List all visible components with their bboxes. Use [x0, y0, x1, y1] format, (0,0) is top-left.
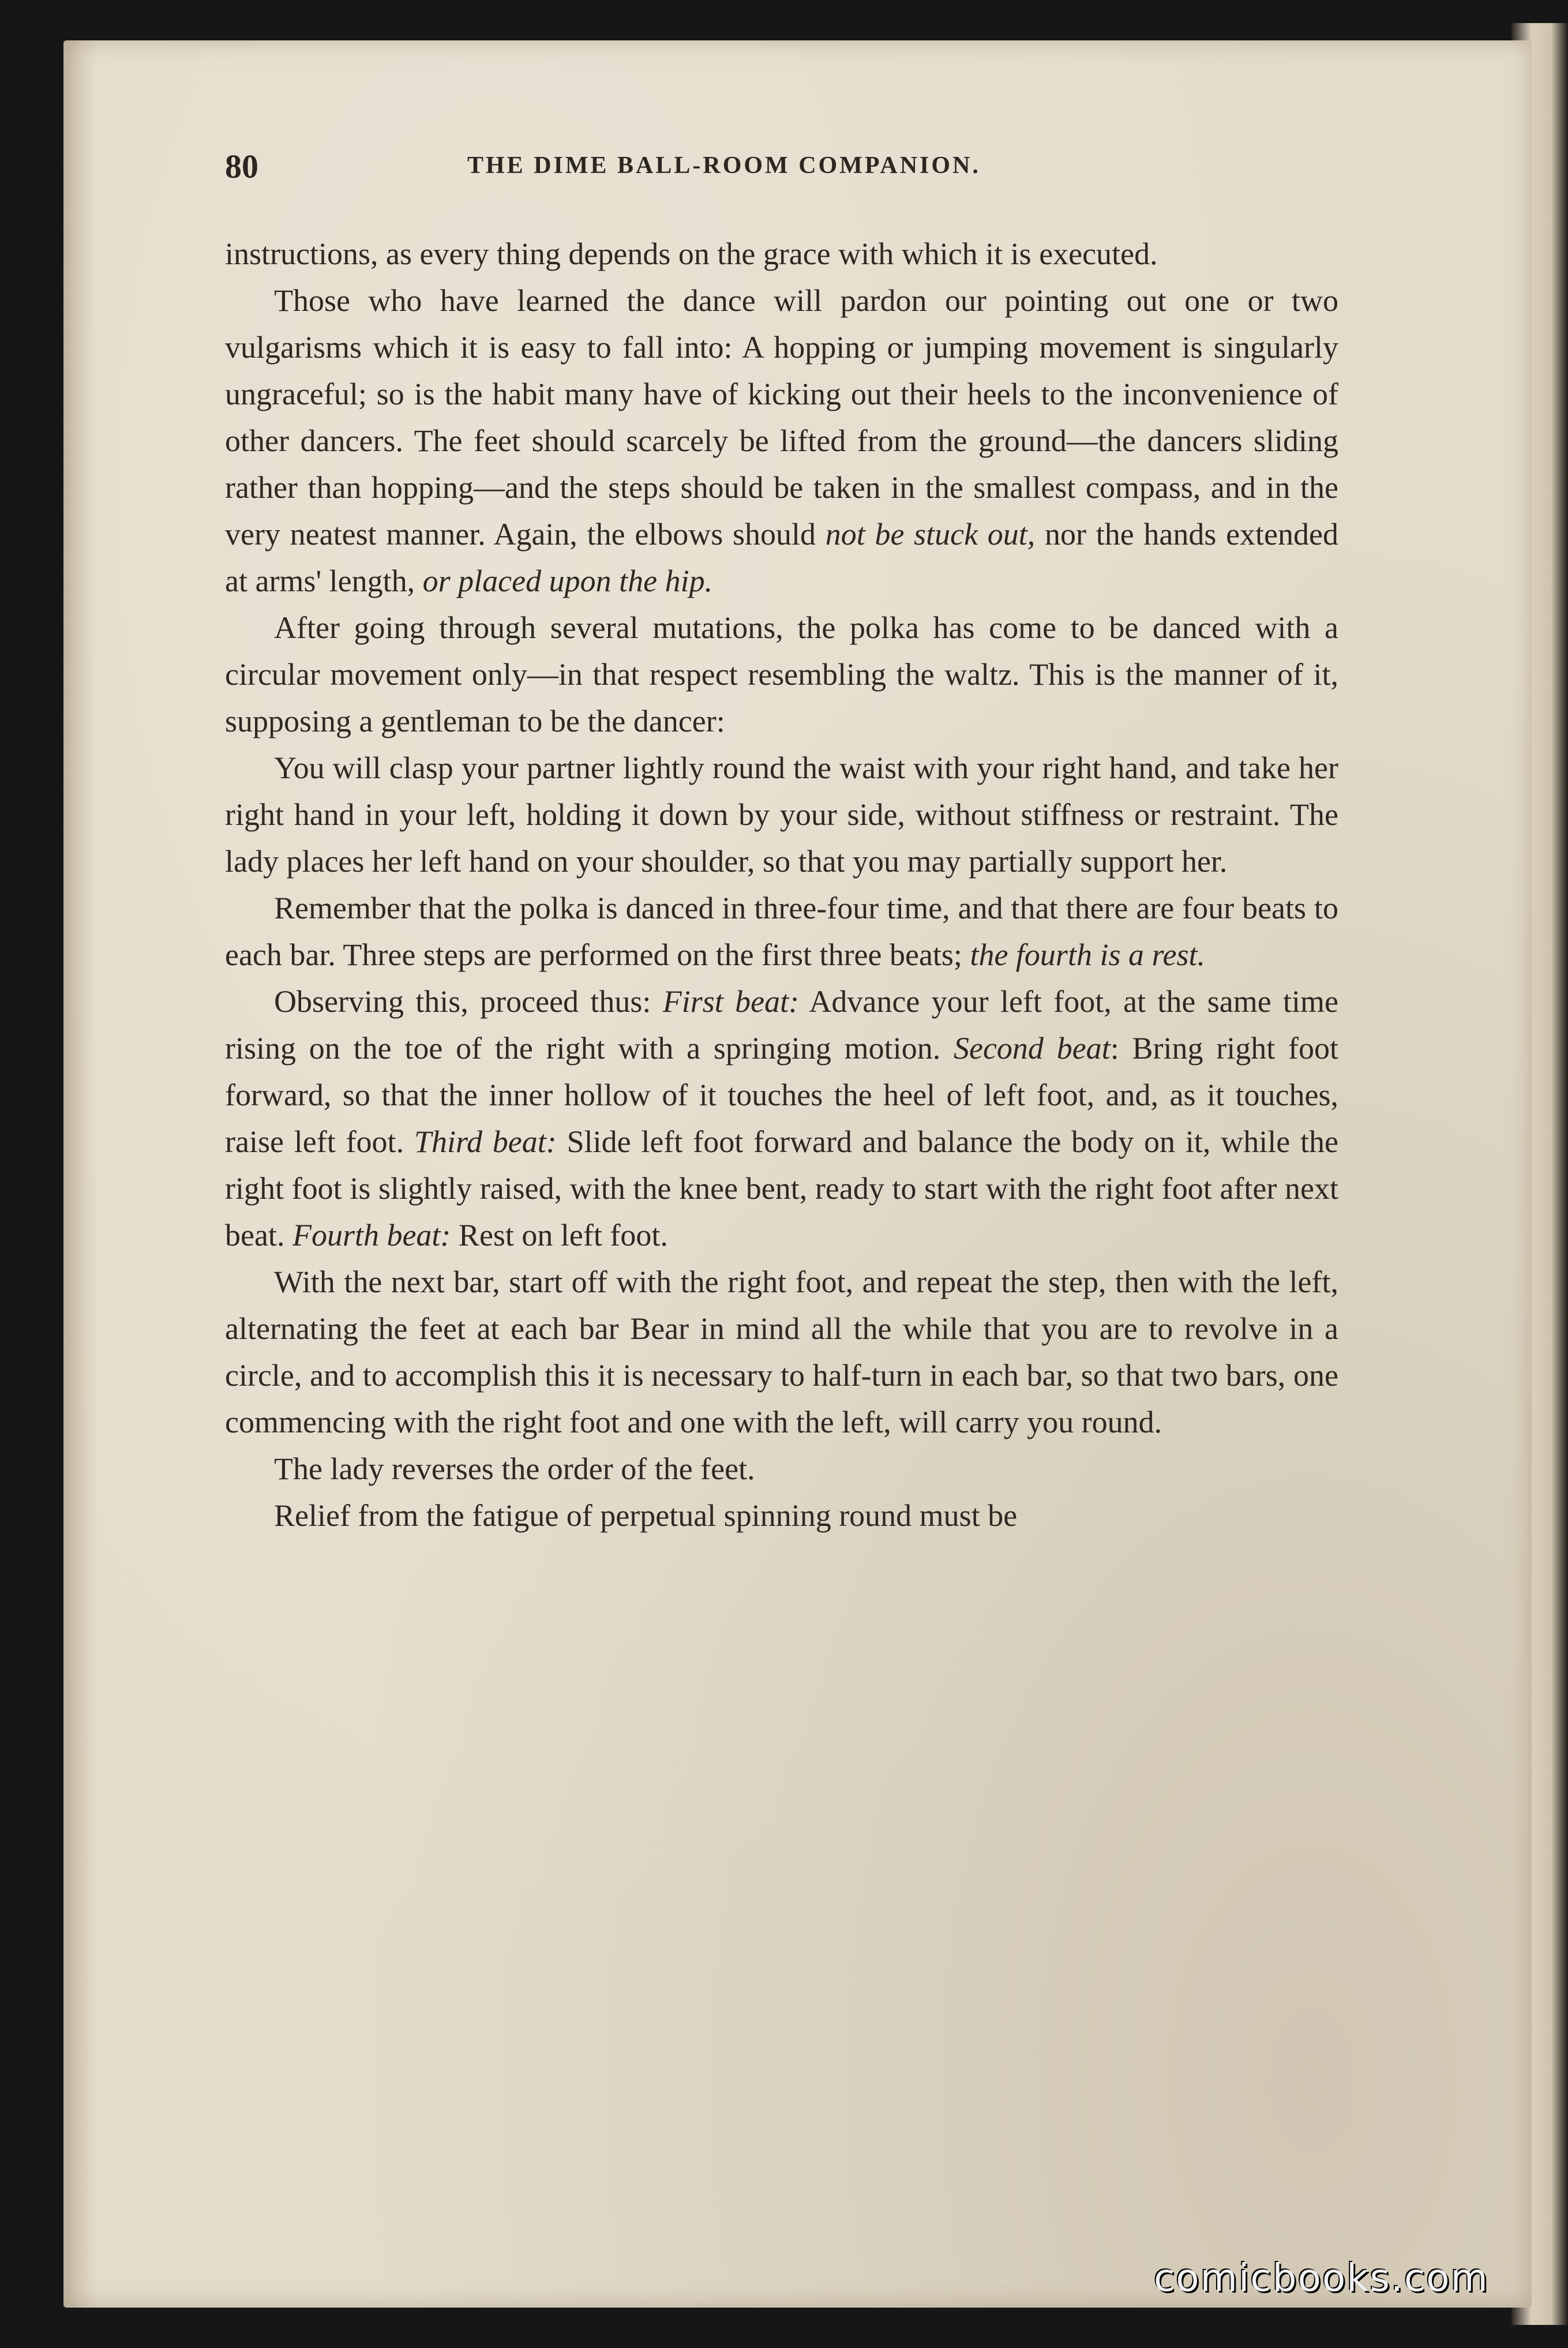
- body-text: [225, 231, 1338, 1539]
- watermark: comicbooks.com: [1154, 2256, 1489, 2300]
- italic-segment: Second beat: [953, 1031, 1111, 1066]
- paragraph-4: [225, 745, 1338, 885]
- italic-segment: not be stuck out,: [825, 517, 1036, 552]
- italic-segment: Fourth beat:: [292, 1218, 451, 1252]
- text-segment: instructions, as every thing depends on the grace with which it is executed.: [225, 237, 1158, 271]
- paragraph-5: [225, 885, 1338, 978]
- paragraph-2: [225, 277, 1338, 605]
- paragraph-8: [225, 1446, 1338, 1492]
- text-segment: You will clasp your partner lightly round the waist with your right hand, and take her right hand in your left, holding it down by your side, without stiffness or restraint. The lady places her left hand on your shoulder, so that you may partially support her.: [225, 751, 1338, 879]
- paragraph-9: [225, 1492, 1338, 1539]
- italic-segment: First beat:: [662, 984, 800, 1019]
- italic-segment: the fourth is a rest.: [970, 937, 1205, 972]
- italic-segment: or placed upon the hip.: [422, 564, 713, 598]
- text-segment: With the next bar, start off with the right foot, and repeat the step, then with the left, alternating the feet at each bar Bear in mind all the while that you are to revolve in a circle, and to accomplish this it is necessary to half-turn in each bar, so that two bars, one commencing with the right foot and one with the left, will carry you round.: [225, 1265, 1338, 1439]
- page-number: 80: [225, 148, 258, 185]
- paragraph-1: [225, 231, 1338, 277]
- text-segment: The lady reverses the order of the feet.: [274, 1451, 755, 1486]
- paragraph-7: [225, 1259, 1338, 1446]
- text-segment: Slide left foot forward and balance the body on it, while the right foot is slightly raised, with the knee bent, ready to start with the right foot after next beat.: [225, 1124, 1338, 1252]
- paragraph-3: [225, 605, 1338, 745]
- text-segment: Rest on left foot.: [451, 1218, 668, 1252]
- text-segment: After going through several mutations, the polka has come to be danced with a circular movement only—in that respect resembling the waltz. This is the manner of it, supposing a gentleman to be the dancer:: [225, 610, 1338, 738]
- text-segment: Remember that the polka is danced in three-four time, and that there are four beats to each bar. Three steps are performed on the first three beats;: [225, 891, 1338, 972]
- text-segment: Relief from the fatigue of perpetual spinning round must be: [274, 1498, 1018, 1533]
- text-segment: nor the hands extended at arms' length,: [225, 517, 1338, 598]
- page-header: [225, 147, 1333, 193]
- text-segment: Those who have learned the dance will pardon our pointing out one or two vulgarisms which it is easy to fall into: A hopping or jumping movement is singularly ungraceful; so is the habit many have of kicking out their heels to the inconvenience of other dancers. The feet should scarcely be lifted from the ground—the dancers sliding rather than hopping—and the steps should be taken in the smallest compass, and in the very neatest manner. Again, the elbows should: [225, 283, 1338, 552]
- text-segment: Advance your left foot, at the same time rising on the toe of the right with a springing motion.: [225, 984, 1338, 1066]
- running-head: THE DIME BALL-ROOM COMPANION.: [467, 152, 981, 179]
- page-spine-shadow: [63, 40, 98, 2308]
- text-segment: : Bring right foot forward, so that the inner hollow of it touches the heel of left foot, and, as it touches, raise left foot.: [225, 1031, 1339, 1159]
- text-segment: Observing this, proceed thus:: [274, 984, 663, 1019]
- italic-segment: Third beat:: [414, 1124, 557, 1159]
- paragraph-6: [225, 978, 1338, 1259]
